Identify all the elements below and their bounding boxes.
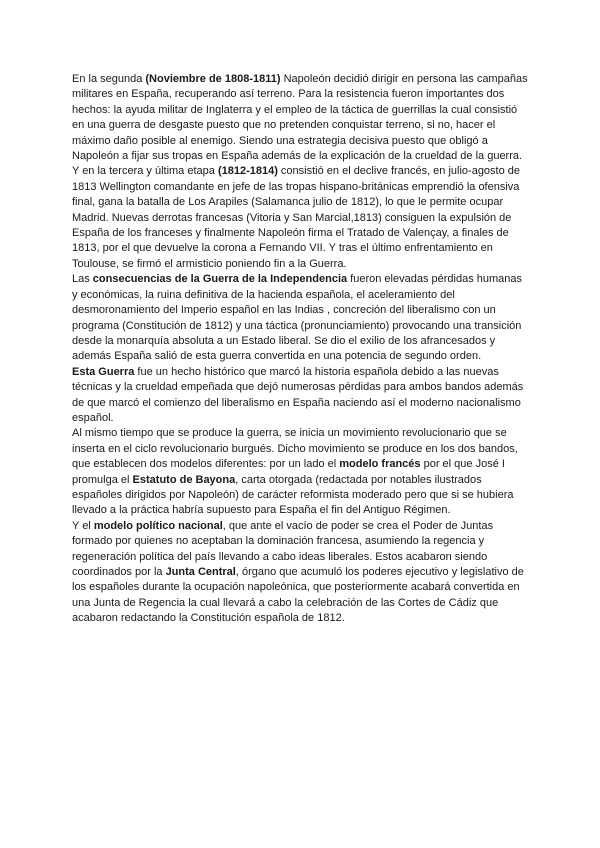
paragraph-esta-guerra [72, 365, 528, 427]
text-run: consistió en el declive francés, en julio-agosto de 1813 Wellington comandante en jefe de las tropas hispano-británicas emprendió la ofensiva final, gana la batalla de Los Arapiles (Salamanca julio de 1812), lo que le permite ocupar Madrid. Nuevas derrotas francesas (Vitoria y San Marcial,1813) consiguen la expulsión de España de los franceses y finalmente Napoleón firma el Tratado de Valençay, a finales de 1813, por el que devuelve la corona a Fernando VII. Y tras el último enfrentamiento en Toulouse, se firmó el armisticio poniendo fin a la Guerra. [72, 165, 521, 270]
text-run: Y el [72, 519, 94, 532]
text-run: Y en la tercera y última etapa [72, 165, 218, 178]
text-run: Las [72, 273, 93, 286]
text-run: Napoleón decidió dirigir en persona las campañas militares en España, recuperando así terreno. Para la resistencia fueron importantes dos hechos: la ayuda militar de Inglaterra y el empleo de la táctica de guerrillas la cual consistió en una guerra de desgaste puesto que no pretenden conquistar terreno, si no, hacer el máximo daño posible al enemigo. Siendo una estrategia decisiva puesto que obligó a Napoleón a fijar sus tropas en España además de la explicación de la crueldad de la guerra. [72, 73, 528, 163]
text-run: , carta otorgada (redactada por notables ilustrados españoles dirigidos por Napoleón) de carácter reformista moderado pero que si se hubiera llevado a la práctica habría supuesto para España el fin del Antiguo Régimen. [72, 473, 514, 517]
text-run: Al mismo tiempo que se produce la guerra, se inicia un movimiento revolucionario que se inserta en el ciclo revolucionario burgués. Dicho movimiento se produce en los dos bandos, que establecen dos modelos diferentes: por un lado el [72, 427, 518, 471]
paragraph-movimiento-revolucionario [72, 426, 528, 518]
bold-term: Esta Guerra [72, 365, 135, 378]
bold-date-range: (Noviembre de 1808-1811) [145, 73, 281, 85]
text-run: , órgano que acumuló los poderes ejecutivo y legislativo de los españoles durante la ocupación napoleónica, que posteriormente acabará convertida en una Junta de Regencia la cual llevará a cabo la celebración de las Cortes de Cádiz que acabaron redactando la Constitución española de 1812. [72, 566, 524, 625]
text-run: fue un hecho histórico que marcó la historia española debido a las nuevas técnicas y la crueldad empeñada que dejó numerosas pérdidas para ambos bandos además de que marcó el comienzo del liberalismo en España naciendo así el moderno nacionalismo español. [72, 365, 524, 424]
text-run: fueron elevadas pérdidas humanas y económicas, la ruina definitiva de la hacienda española, el aceleramiento del desmoronamiento del Imperio español en las Indias , concreción del liberalismo con un programa (Constitución de 1812) y una táctica (pronunciamiento) provocando una transición desde la monarquía absoluta a un Estado liberal. Se dio el exilio de los afrancesados y además España salió de esta guerra convertida en una potencia de segundo orden. [72, 273, 523, 363]
text-run: por el que José I promulga el [72, 458, 505, 486]
bold-term: Junta Central [165, 566, 236, 578]
bold-term: Estatuto de Bayona [132, 473, 236, 486]
paragraph-tercera-etapa [72, 164, 528, 272]
text-run: En la segunda [72, 73, 146, 85]
bold-term: consecuencias de la Guerra de la Independencia [92, 273, 348, 286]
paragraph-consecuencias [72, 272, 528, 364]
document-page [72, 72, 528, 627]
bold-date-range: (1812-1814) [217, 165, 278, 178]
paragraph-segunda-etapa [72, 72, 528, 164]
paragraph-modelo-nacional [72, 519, 528, 627]
text-run: , que ante el vacío de poder se crea el Poder de Juntas formado por quienes no aceptaban la dominación francesa, asumiendo la regencia y regeneración política del país llevando a cabo ideas liberales. Estos acabaron siendo coordinados por la [72, 519, 494, 578]
bold-term: modelo político nacional [93, 519, 223, 532]
bold-term: modelo francés [339, 458, 421, 471]
